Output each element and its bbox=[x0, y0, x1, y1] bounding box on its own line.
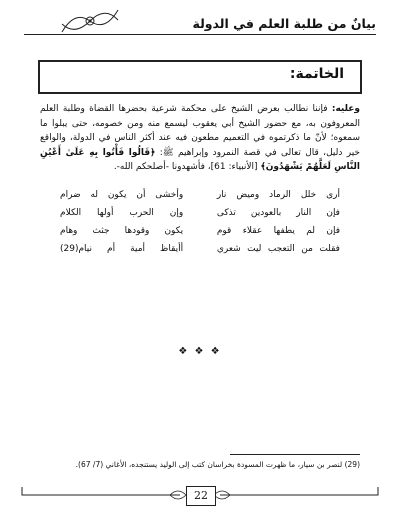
verse-line bbox=[60, 186, 340, 204]
section-title-box bbox=[38, 60, 362, 94]
verse-line bbox=[60, 204, 340, 222]
header-title: بيانٌ من طلبة العلم في الدولة bbox=[192, 16, 376, 31]
section-title: الخاتمة: bbox=[289, 66, 344, 82]
body-paragraph bbox=[40, 102, 360, 175]
verse-line bbox=[60, 240, 340, 258]
footnote: (29) لنصر بن سيار، ما ظهرت المسودة بخراسان كتب إلى الوليد يستنجده، الأغاني (7/ 67). bbox=[75, 460, 360, 469]
section-separator: ❖ ❖ ❖ bbox=[178, 346, 222, 357]
verse-hemistich-left: يكون وقودها جثث وهام bbox=[60, 226, 184, 236]
quran-verse: ﴿قَالُوا فَأْتُوا بِهِ عَلَىٰ أَعْيُنِ النَّاسِ لَعَلَّهُمْ يَشْهَدُونَ﴾ bbox=[40, 147, 360, 172]
body-text-2: ، فأشهدونا -أصلحكم الله-. bbox=[113, 162, 211, 172]
verse-line bbox=[60, 222, 340, 240]
verse-hemistich-left: وأخشى أن يكون له ضرام bbox=[60, 190, 184, 200]
body-text-1: فإننا نطالب بعرض الشيخ على محكمة شرعية بحضرها القضاة وطلبة العلم المعروفون به، مع حضور الشيخ أبي يعقوب ليسمع منه ومن خصومه، حتى يبلوا ما سمعوه؛ لأنّ ما ذكرتموه في التعميم مطعون فيه عند أكثر الناس في الدولة، والواقع خير دليل، قال تعالى في قصة النمرود وإبراهيم ﷺ: bbox=[40, 104, 360, 158]
verse-hemistich-left: أأيقاظ أمية أم نيام(29) bbox=[60, 244, 184, 254]
poem bbox=[60, 186, 340, 258]
quran-reference: [الأنبياء: 61] bbox=[210, 162, 261, 172]
body-lead: وعليه: bbox=[331, 104, 360, 114]
header-rule bbox=[24, 34, 376, 35]
page-number: 22 bbox=[186, 486, 216, 506]
verse-hemistich-left: وإن الحرب أولها الكلام bbox=[60, 208, 184, 218]
verse-hemistich-right: أرى خلل الرماد وميض نار bbox=[216, 190, 340, 200]
verse-hemistich-right: فإن النار بالعودين تذكى bbox=[216, 208, 340, 218]
footnote-rule bbox=[230, 454, 360, 455]
header-ornament-icon bbox=[60, 6, 120, 36]
verse-hemistich-right: فإن لم يطفها عقلاء قوم bbox=[216, 226, 340, 236]
verse-hemistich-right: فقلت من التعجب ليت شعري bbox=[216, 244, 340, 254]
